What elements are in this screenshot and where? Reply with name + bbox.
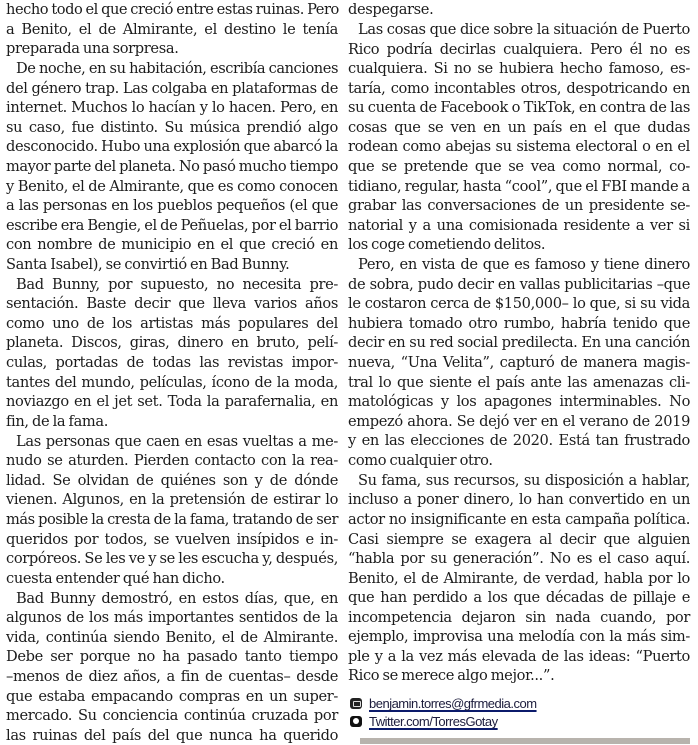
paragraph	[6, 589, 338, 745]
text-line: su caso, fue distinto. Su música prendió algo	[6, 118, 338, 136]
twitter-contact	[348, 713, 690, 731]
text-line: más posible la cresta de la fama, tratando de ser	[6, 511, 338, 528]
text-line: a Benito, el de Almirante, el destino le tenía	[6, 20, 338, 38]
text-line: los coge cometiendo delitos.	[348, 236, 546, 254]
email-link[interactable]: benjamin.torres@gfrmedia.com	[369, 696, 537, 712]
text-line: Bad Bunny demostró, en estos días, que, en	[16, 589, 338, 607]
text-line: cualquiera. Si no se hubiera hecho famoso, es-	[348, 60, 690, 78]
right-paragraphs	[348, 0, 690, 686]
text-line: nueva, “Una Velita”, capturó de manera magis-	[348, 354, 690, 372]
text-line: Las personas que caen en esas vueltas a me-	[16, 432, 338, 450]
text-line: cosas que se ven en un país en el que dudas	[348, 118, 690, 136]
paragraph	[6, 432, 338, 588]
text-line: taría, como incontables otros, despotricando en	[348, 79, 690, 97]
right-column	[348, 0, 690, 731]
left-column	[6, 0, 338, 745]
text-line: Su fama, sus recursos, su disposición a hablar,	[358, 471, 690, 489]
twitter-link[interactable]: Twitter.com/TorresGotay	[369, 714, 498, 730]
text-line: grabar las conversaciones de un presidente se-	[348, 197, 690, 215]
text-line: a las personas en los pueblos pequeños (el que	[6, 197, 338, 215]
text-line: fin, de la fama.	[6, 412, 109, 430]
author-contacts	[348, 695, 690, 731]
text-line: vida, continúa siendo Benito, el de Almirante.	[6, 628, 338, 646]
text-line: de sobra, pudo decir en vallas publicitarias –que	[348, 275, 690, 293]
text-line: desconocido. Hubo una explosión que abarcó la	[6, 138, 338, 156]
mail-icon	[350, 698, 362, 709]
bottom-divider	[360, 738, 690, 744]
paragraph	[6, 59, 338, 274]
text-line: que han perdido a los que décadas de pillaje e	[348, 589, 690, 607]
text-line: incluso a poner dinero, lo han convertido en un	[348, 491, 690, 509]
text-line: empezó ahora. Se dejó ver en el verano de 2019	[348, 412, 690, 430]
text-line: Las cosas que dice sobre la situación de Puerto	[358, 21, 690, 39]
text-line: Santa Isabel), se convirtió en Bad Bunny.	[6, 255, 290, 273]
text-line: con nombre de municipio en el que creció en	[6, 236, 338, 254]
paragraph	[6, 275, 338, 431]
text-line: incompetencia dejaron sin nada cuando, por	[348, 608, 690, 626]
text-line: algunos de los más importantes sentidos de la	[6, 609, 338, 627]
text-line: tral lo que siente el país ante las amenazas cli-	[348, 373, 690, 391]
text-line: culas, portadas de todas las revistas impor-	[6, 354, 338, 372]
text-line: natorial y a una comisionada residente a ver si	[348, 216, 690, 234]
text-line: hubiera tomado otro rumbo, habría tenido que	[348, 314, 690, 332]
paragraph	[348, 255, 690, 470]
text-line: planeta. Discos, giras, dinero en bruto, pelí-	[6, 334, 338, 352]
paragraph	[348, 20, 690, 255]
text-line: Pero, en vista de que es famoso y tiene dinero	[358, 256, 690, 274]
text-line: corpóreos. Se les ve y se les escucha y, después,	[6, 550, 338, 568]
text-line: decir en su red social predilecta. En una canción	[348, 334, 690, 352]
text-line: como uno de los artistas más populares del	[6, 314, 338, 332]
text-line: actor no insignificante en esta campaña política.	[348, 511, 690, 528]
text-line: su cuenta de Facebook o TikTok, en contra de las	[348, 99, 690, 117]
text-line: las ruinas del país del que nunca ha querido	[6, 726, 338, 744]
text-line: mercado. Su conciencia continúa cruzada por	[6, 707, 338, 725]
text-line: escribe era Bengie, el de Peñuelas, por el barrio	[6, 216, 339, 234]
text-line: ple y a la vez más elevada de las ideas: “Puerto	[348, 647, 690, 665]
text-line: –menos de diez años, a fin de cuentas– desde	[6, 667, 338, 685]
text-line: le costaron cerca de $150,000– lo que, si su vida	[348, 295, 690, 313]
text-line: queridos por todos, se vuelven insípidos e in-	[6, 530, 338, 548]
text-line: internet. Muchos lo hacían y lo hacen. Pero, en	[6, 99, 338, 117]
text-line: rodean como abejas su sistema electoral o en el	[348, 138, 690, 156]
text-line: preparada una sorpresa.	[6, 40, 179, 58]
text-line: Bad Bunny, por supuesto, no necesita pre-	[16, 275, 338, 293]
text-line: Benito, el de Almirante, de verdad, habla por lo	[348, 569, 690, 587]
paragraph	[348, 471, 690, 686]
text-line: que estaba empacando compras en un super-	[6, 687, 338, 705]
text-line: De noche, en su habitación, escribía canciones	[16, 60, 338, 78]
text-line: matológicas y los apagones interminables. No	[348, 393, 690, 411]
text-line: Debe ser porque no ha pasado tanto tiempo	[6, 648, 338, 666]
text-line: ejemplo, improvisa una melodía con la más sim-	[348, 628, 690, 646]
chat-bubble-icon	[350, 716, 362, 727]
paragraph	[348, 0, 690, 20]
text-line: vienen. Algunos, en la pretensión de estirar lo	[6, 491, 338, 509]
text-line: “habla por su generación”. No es el caso aquí.	[348, 550, 690, 568]
text-line: cuesta entender qué han dicho.	[6, 569, 225, 587]
text-line: despegarse.	[348, 1, 434, 18]
text-line: Casi siempre se exagera al decir que alguien	[348, 530, 690, 548]
text-line: Rico se merece algo mejor...”.	[348, 667, 555, 685]
text-line: como cualquier otro.	[348, 451, 493, 469]
text-line: tantes del mundo, películas, ícono de la moda,	[6, 373, 338, 391]
text-line: sentación. Baste decir que lleva varios años	[6, 295, 338, 313]
text-line: mayor parte del planeta. No pasó mucho tiempo	[6, 157, 338, 175]
text-line: y Benito, el de Almirante, que es como conocen	[6, 177, 338, 195]
text-line: noviazgo en el jet set. Toda la parafernalia, en	[6, 393, 338, 411]
text-line: Rico podría decirlas cualquiera. Pero él no es	[348, 40, 690, 58]
paragraph	[6, 0, 338, 59]
text-line: hecho todo el que creció entre estas ruinas. Pero	[6, 1, 339, 18]
text-line: y en las elecciones de 2020. Está tan frustrado	[348, 432, 690, 450]
text-line: del género trap. Las colgaba en plataformas de	[6, 79, 338, 97]
text-line: que se pretende que se vea como normal, co-	[348, 157, 690, 175]
text-line: tidiano, regular, hasta “cool”, que el FBI mande a	[348, 177, 690, 195]
text-line: lidad. Se olvidan de quiénes son y de dónde	[6, 471, 338, 489]
text-line: nudo se aturden. Pierden contacto con la rea-	[6, 452, 338, 470]
email-contact	[348, 695, 690, 713]
